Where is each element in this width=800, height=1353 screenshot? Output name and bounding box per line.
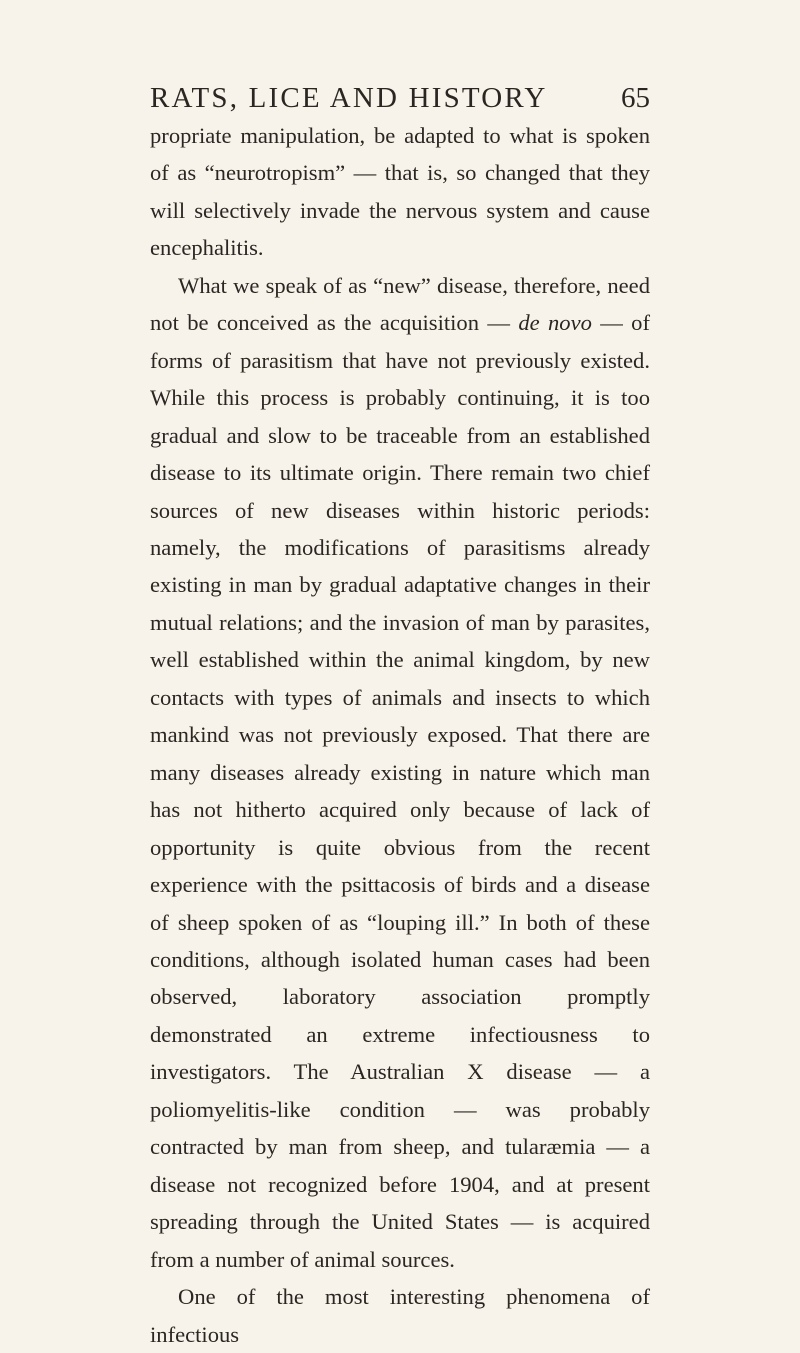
body-text	[150, 117, 650, 1353]
paragraph-text: propriate manipulation, be adapted to what is spoken of as “neurotropism” — that is, so changed that they will selectively invade the nervous system and cause encephalitis.	[150, 123, 650, 261]
paragraph-continuation	[150, 117, 650, 267]
paragraph-text-after-italic: — of forms of parasitism that have not previously existed. While this process is probably continuing, it is too gradual and slow to be traceable from an established disease to its ultimate origin. There remain two chief sources of new diseases within historic periods: namely, the modifications of parasitisms already existing in man by gradual adaptative changes in their mutual relations; and the invasion of man by parasites, well established within the animal kingdom, by new contacts with types of animals and insects to which mankind was not previously exposed. That there are many diseases already existing in nature which man has not hitherto acquired only because of lack of opportunity is quite obvious from the recent experience with the psittacosis of birds and a disease of sheep spoken of as “louping ill.” In both of these conditions, although isolated human cases had been observed, laboratory association promptly demonstrated an extreme infectiousness to investigators. The Australian X disease — a poliomyelitis-like condition — was probably contracted by man from sheep, and tularæmia — a disease not recognized before 1904, and at present spreading through the United States — is acquired from a number of animal sources.	[150, 310, 650, 1272]
italic-phrase: de novo	[518, 310, 592, 336]
paragraph-text-before-italic: What we speak of as “new” disease, therefore, need not be conceived as the acquisition —	[150, 272, 650, 336]
paragraph-final-line	[150, 1278, 650, 1353]
paragraph-new-disease	[150, 267, 650, 1278]
page-number: 65	[621, 82, 650, 114]
running-title: RATS, LICE AND HISTORY	[150, 82, 548, 114]
paragraph-text: One of the most interesting phenomena of infectious	[150, 1284, 650, 1347]
running-head	[150, 78, 650, 118]
